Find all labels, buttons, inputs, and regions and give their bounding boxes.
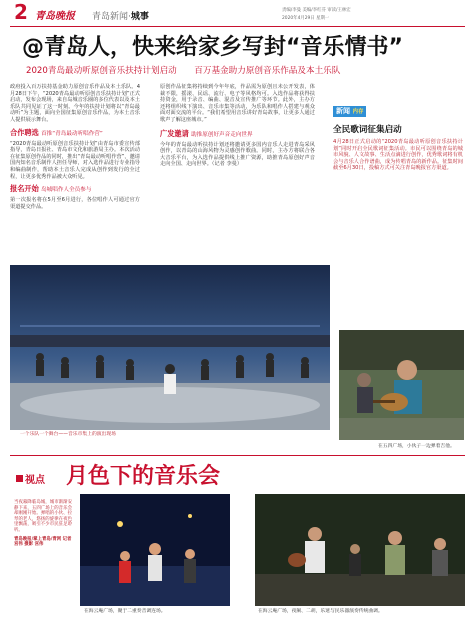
feature-text: 当夜幕降临岛城，城市渐渐安静下来，五四广场上的音乐会却刚刚开始。弹唱的小伙、拉琴的老人，悠扬的旋律在夜色里飘荡，吸引不少市民驻足聆听。 bbox=[14, 500, 72, 533]
intro-paragraph: 政府投入百万扶持基金助力原创音乐作品及本土乐队。4月28日下午，“2020青岛最动听原创音乐扶持计划”正式启动，发布会现场，来自岛城音乐圈的多位代表以及本土乐队共同见证了这一时刻。今年的扶持计划将以“青岛最动听”为主题，面向全国征集原创音乐作品，为本土音乐人提供展示舞台。 bbox=[10, 84, 140, 123]
subheadline-left: 2020青岛最动听原创音乐扶持计划启动 bbox=[26, 66, 177, 76]
header-rule bbox=[10, 26, 465, 27]
masthead bbox=[0, 0, 475, 28]
col2-heading-lead: 广发邀请 bbox=[160, 128, 189, 138]
col2-body-1: 原创作品征集将持续到今年年底，作品需为原创且未公开发表，体裁不限，摇滚、民谣、流行、电子等风格均可。入选作品将获得扶持资金，用于录音、编曲、混音及宣传推广等环节。此外，主办方还将组织线下演出、音乐市集等活动，为乐队和唱作人搭建与观众面对面交流的平台。“我们希望用音乐讲好青岛故事，让更多人通过歌声了解这座城市。” bbox=[160, 84, 315, 123]
concert-photo-main-image bbox=[10, 265, 330, 430]
main-headline: @青岛人，快来给家乡写封“音乐情书” bbox=[22, 35, 403, 60]
col1-heading-1 bbox=[10, 128, 140, 139]
feature-rule bbox=[10, 455, 465, 456]
feature-tag bbox=[16, 468, 45, 487]
col1-heading-2-lead: 报名开始 bbox=[10, 184, 39, 194]
photo-main-caption: 一个乐队一个舞台——音乐市集上的演出现场 bbox=[20, 432, 116, 437]
night-concert-photo-left bbox=[80, 494, 230, 606]
feature-text-block bbox=[14, 500, 72, 548]
news-tag-label: 新闻 bbox=[336, 107, 350, 115]
col1-body-1: “2020青岛最动听原创音乐扶持计划”由青岛市委宣传部指导，青岛日报社、青岛市文化和旅游局主办。本次活动在征集原创作品的同时，推出“青岛最动听唱作营”，邀请国内知名音乐制作人担任导师，对入选作品进行专业指导和编曲制作，帮助本土音乐人完成从创作到发行的全过程，让更多优秀作品被大众听见。 bbox=[10, 140, 140, 180]
night-concert-photo-right-image bbox=[255, 494, 465, 606]
col1-heading-1-rest: 首推“青岛最动听唱作营” bbox=[41, 130, 103, 137]
col1-heading-2-rest: 岛城唱作人全员参与 bbox=[41, 187, 92, 194]
bottom-caption-left: 在海云庵广场，聚于二重奏音调连场。 bbox=[84, 609, 166, 614]
feature-credit: 青岛晚报/掌上青岛/青网 记者 宫伟 摄影 宫伟 bbox=[14, 536, 72, 548]
col2-heading-rest: 助推原创好声音走向世界 bbox=[191, 131, 253, 138]
news-tag bbox=[333, 106, 366, 117]
col1-heading-2 bbox=[10, 184, 140, 195]
date-line: 2020年4月29日 星期一 bbox=[282, 16, 330, 21]
concert-photo-main bbox=[10, 265, 330, 430]
night-concert-photo-left-image bbox=[80, 494, 230, 606]
feature-tag-label: 视点 bbox=[25, 475, 45, 486]
bottom-caption-right: 在海云庵广场，夜阑、二胡，乐迷与民乐器演奏传统曲调。 bbox=[258, 609, 383, 614]
night-concert-photo-right bbox=[255, 494, 465, 606]
section-prefix: 青岛新闻· bbox=[92, 12, 131, 22]
column-2 bbox=[160, 84, 315, 168]
feature-tag-box bbox=[16, 475, 23, 482]
column-1 bbox=[10, 84, 140, 210]
section-title bbox=[92, 9, 149, 22]
subheadline-right: 百万基金助力原创音乐作品及本土乐队 bbox=[194, 66, 341, 76]
guitar-photo bbox=[339, 330, 464, 440]
guitar-photo-caption: 在五四广场，小伙子一边弹着吉他。 bbox=[378, 444, 455, 449]
col2-body-2: 今年的青岛最动听扶持计划还将邀请更多国内音乐人走进青岛采风创作，以青岛的山海风物为灵感创作歌曲。同时，主办方将联合各大音乐平台，为入选作品提供线上推广资源，助推青岛原创好声音走向全国、走向世界。（记者 李曼） bbox=[160, 141, 315, 168]
feature-title: 月色下的音乐会 bbox=[66, 464, 221, 489]
col1-heading-1-lead: 合作聘选 bbox=[10, 127, 39, 137]
section-name: 城事 bbox=[130, 12, 149, 22]
guitar-photo-image bbox=[339, 330, 464, 440]
paper-name: 青岛晚报 bbox=[35, 11, 75, 22]
news-tag-suffix: 内存 bbox=[352, 109, 364, 115]
col3-heading: 全民歌词征集启动 bbox=[333, 125, 402, 135]
column-3 bbox=[333, 98, 463, 172]
col3-body: 4月28日正式启动的“2020青岛最动听原创音乐扶持计划”同时开启全民歌词征集活动。市民可以围绕青岛的城市风貌、人文故事、生活点滴进行创作，优秀歌词将有机会与音乐人合作谱曲，成为传唱青岛的新作品。征集时间截至6月30日，投稿方式可关注青岛晚报官方渠道。 bbox=[333, 139, 463, 172]
col2-heading bbox=[160, 129, 315, 140]
page-number: 2 bbox=[14, 0, 28, 24]
col1-body-2: 第一次报名将在5月至6月进行，各位唱作人可通过官方渠道提交作品。 bbox=[10, 197, 140, 210]
editor-line: 责编/李曼 美编/李红芬 审读/王林宏 bbox=[282, 8, 351, 13]
subheadline bbox=[26, 66, 340, 77]
